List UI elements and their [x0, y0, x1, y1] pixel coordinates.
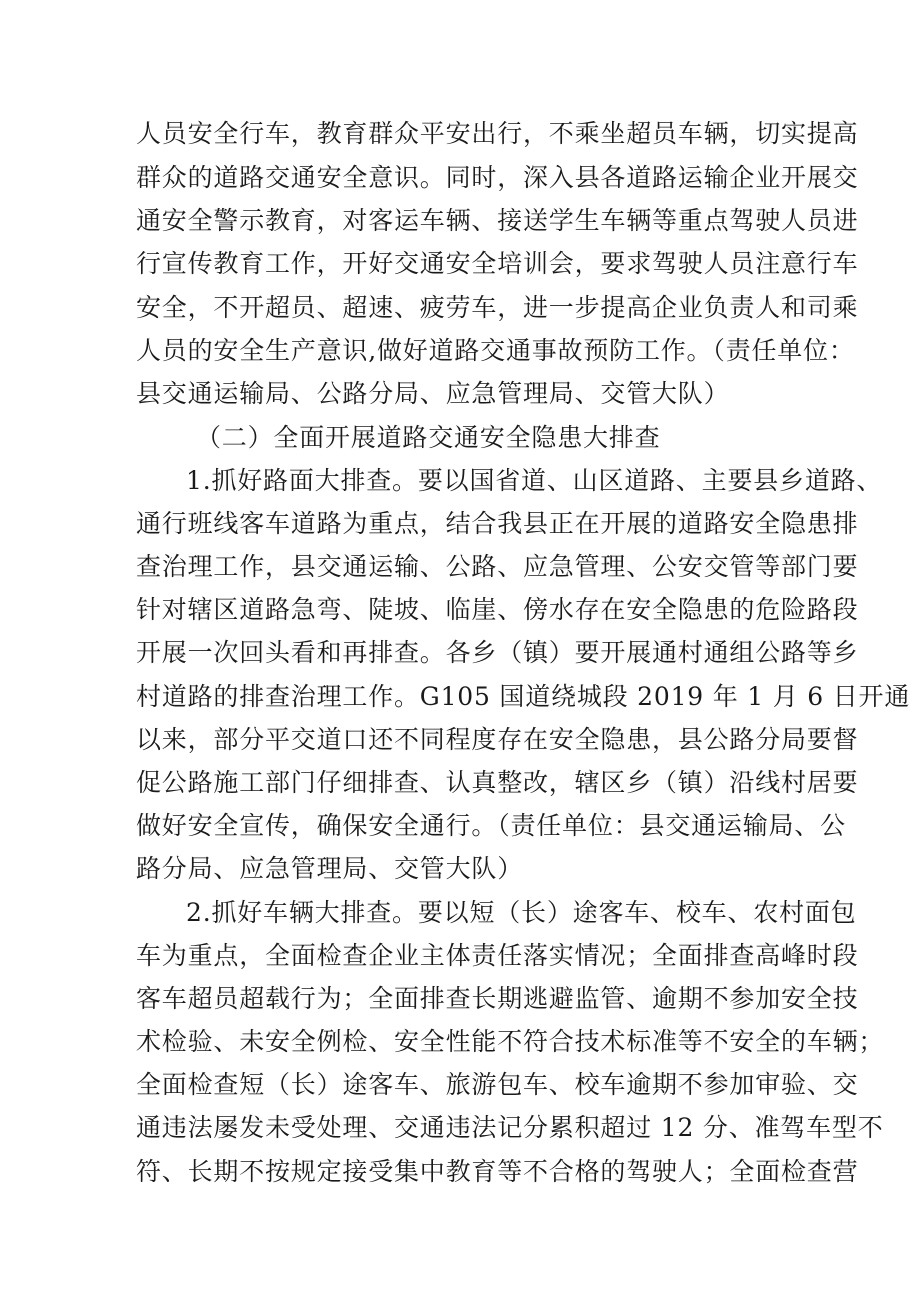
text-line: 人员的安全生产意识,做好道路交通事故预防工作。（责任单位： — [136, 336, 855, 365]
text-line: 路分局、应急管理局、交管大队） — [136, 854, 524, 883]
text-line: 查治理工作，县交通运输、公路、应急管理、公安交管等部门要 — [136, 552, 859, 581]
text-line: 以来，部分平交道口还不同程度存在安全隐患，县公路分局要督 — [136, 725, 859, 754]
text-line: 人员安全行车，教育群众平安出行，不乘坐超员车辆，切实提高 — [136, 119, 859, 148]
text-line: 全面检查短（长）途客车、旅游包车、校车逾期不参加审验、交 — [136, 1070, 859, 1099]
text-line: 开展一次回头看和再排查。各乡（镇）要开展通村通组公路等乡 — [136, 638, 859, 667]
text-line: 行宣传教育工作，开好交通安全培训会，要求驾驶人员注意行车 — [136, 249, 859, 278]
text-line: 通安全警示教育，对客运车辆、接送学生车辆等重点驾驶人员进 — [136, 206, 859, 235]
text-line: 做好安全宣传，确保安全通行。（责任单位：县交通运输局、公 — [136, 811, 846, 840]
text-line: 通行班线客车道路为重点，结合我县正在开展的道路安全隐患排 — [136, 509, 859, 538]
text-line: 针对辖区道路急弯、陡坡、临崖、傍水存在安全隐患的危险路段 — [136, 595, 859, 624]
section-heading: （二）全面开展道路交通安全隐患大排查 — [196, 423, 661, 452]
text-line: 群众的道路交通安全意识。同时，深入县各道路运输企业开展交 — [136, 163, 859, 192]
text-line: 村道路的排查治理工作。G105 国道绕城段 2019 年 1 月 6 日开通 — [136, 682, 911, 711]
text-line: 2.抓好车辆大排查。要以短（长）途客车、校车、农村面包 — [186, 898, 857, 927]
text-line: 县交通运输局、公路分局、应急管理局、交管大队） — [136, 379, 730, 408]
text-line: 1.抓好路面大排查。要以国省道、山区道路、主要县乡道路、 — [186, 466, 883, 495]
text-line: 车为重点，全面检查企业主体责任落实情况；全面排查高峰时段 — [136, 941, 859, 970]
text-line: 安全，不开超员、超速、疲劳车，进一步提高企业负责人和司乘 — [136, 293, 859, 322]
text-line: 符、长期不按规定接受集中教育等不合格的驾驶人；全面检查营 — [136, 1157, 859, 1186]
text-line: 客车超员超载行为；全面排查长期逃避监管、逾期不参加安全技 — [136, 984, 859, 1013]
text-line: 术检验、未安全例检、安全性能不符合技术标准等不安全的车辆； — [136, 1027, 885, 1056]
text-line: 促公路施工部门仔细排查、认真整改，辖区乡（镇）沿线村居要 — [136, 768, 859, 797]
text-line: 通违法屡发未受处理、交通违法记分累积超过 12 分、准驾车型不 — [136, 1113, 884, 1142]
